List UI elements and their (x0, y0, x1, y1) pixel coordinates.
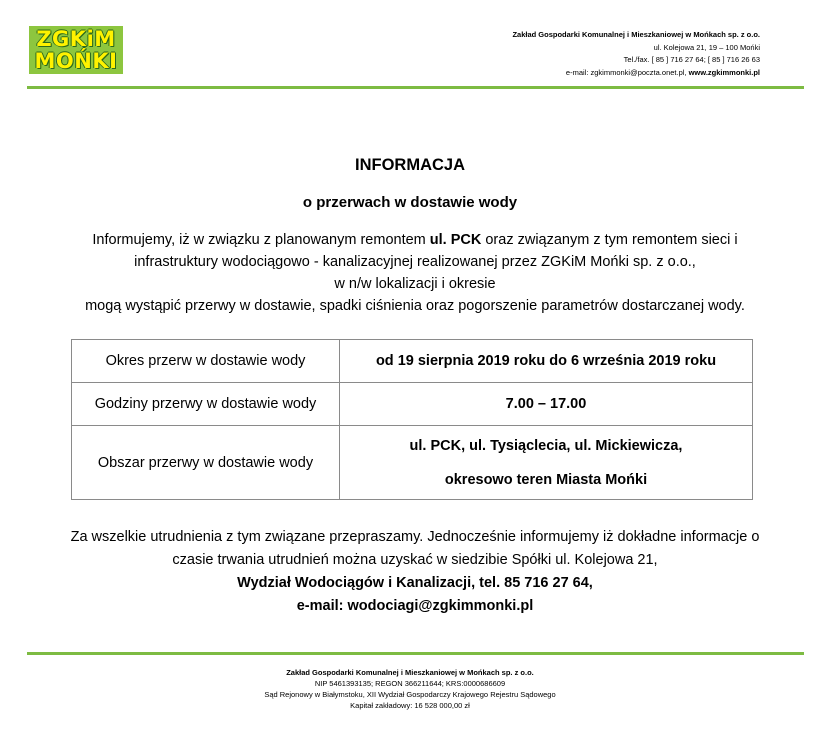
period-value: od 19 sierpnia 2019 roku do 6 września 2019 roku (340, 340, 753, 383)
outage-table (71, 339, 753, 500)
logo-line2: MOŃKI (34, 49, 118, 73)
period-label: Okres przerw w dostawie wody (72, 340, 340, 383)
table-row (72, 383, 753, 426)
intro-line-2: infrastruktury wodociągowo - kanalizacyjnej realizowanej przez ZGKiM Mońki sp. z o.o., (134, 254, 696, 270)
closing-paragraph (20, 526, 810, 618)
logo-line1: ZGKiM (36, 27, 116, 51)
intro-text: Informujemy, iż w związku z planowanym remontem (92, 232, 430, 248)
hours-value: 7.00 – 17.00 (340, 383, 753, 426)
table-row (72, 426, 753, 500)
company-logo (29, 26, 123, 74)
contact-email[interactable]: e-mail: wodociagi@zgkimmonki.pl (296, 598, 534, 614)
footer-company: Zakład Gospodarki Komunalnej i Mieszkaniowej w Mońkach sp. z o.o. (286, 668, 534, 677)
area-value (340, 426, 753, 500)
page-title: INFORMACJA (355, 156, 465, 174)
footer-ids: NIP 5461393135; REGON 366211644; KRS:0000686609 (314, 679, 506, 688)
footer-capital: Kapitał zakładowy: 16 528 000,00 zł (350, 701, 470, 710)
header-address: ul. Kolejowa 21, 19 – 100 Mońki (653, 42, 760, 52)
closing-line-1: Za wszelkie utrudnienia z tym związane przepraszamy. Jednocześnie informujemy iż dokładne informacje o (70, 529, 760, 545)
footer-divider (27, 652, 804, 655)
header-contact (512, 67, 760, 80)
intro-text: oraz związanym z tym remontem sieci i (481, 232, 738, 248)
area-town: okresowo teren Miasta Mońki (444, 471, 648, 488)
hours-label: Godziny przerwy w dostawie wody (72, 383, 340, 426)
header-divider (27, 86, 804, 89)
letterhead (512, 29, 760, 79)
area-streets: ul. PCK, ul. Tysiąclecia, ul. Mickiewicza, (409, 437, 683, 454)
page-subtitle: o przerwach w dostawie wody (302, 194, 518, 211)
intro-street: ul. PCK (429, 232, 482, 248)
footer-court: Sąd Rejonowy w Białymstoku, XII Wydział Gospodarczy Krajowego Rejestru Sądowego (264, 690, 556, 699)
contact-department: Wydział Wodociągów i Kanalizacji, tel. 85 716 27 64, (237, 575, 593, 591)
intro-line-3: w n/w lokalizacji i okresie (334, 276, 496, 292)
footer (0, 667, 820, 711)
header-phone: Tel./fax. [ 85 ] 716 27 64; [ 85 ] 716 26 63 (623, 55, 760, 64)
header-company: Zakład Gospodarki Komunalnej i Mieszkaniowej w Mońkach sp. z o.o. (512, 30, 760, 39)
intro-line-4: mogą wystąpić przerwy w dostawie, spadki ciśnienia oraz pogorszenie parametrów dostarczanej wody. (85, 298, 745, 314)
intro-paragraph (40, 229, 790, 317)
intro-line-1 (40, 229, 790, 251)
header-email[interactable]: e-mail: zgkimmonki@poczta.onet.pl, (565, 67, 689, 77)
area-label: Obszar przerwy w dostawie wody (72, 426, 340, 500)
header-website-link[interactable]: www.zgkimmonki.pl (688, 67, 760, 77)
table-row (72, 340, 753, 383)
closing-line-2: czasie trwania utrudnień można uzyskać w siedzibie Spółki ul. Kolejowa 21, (172, 552, 658, 568)
